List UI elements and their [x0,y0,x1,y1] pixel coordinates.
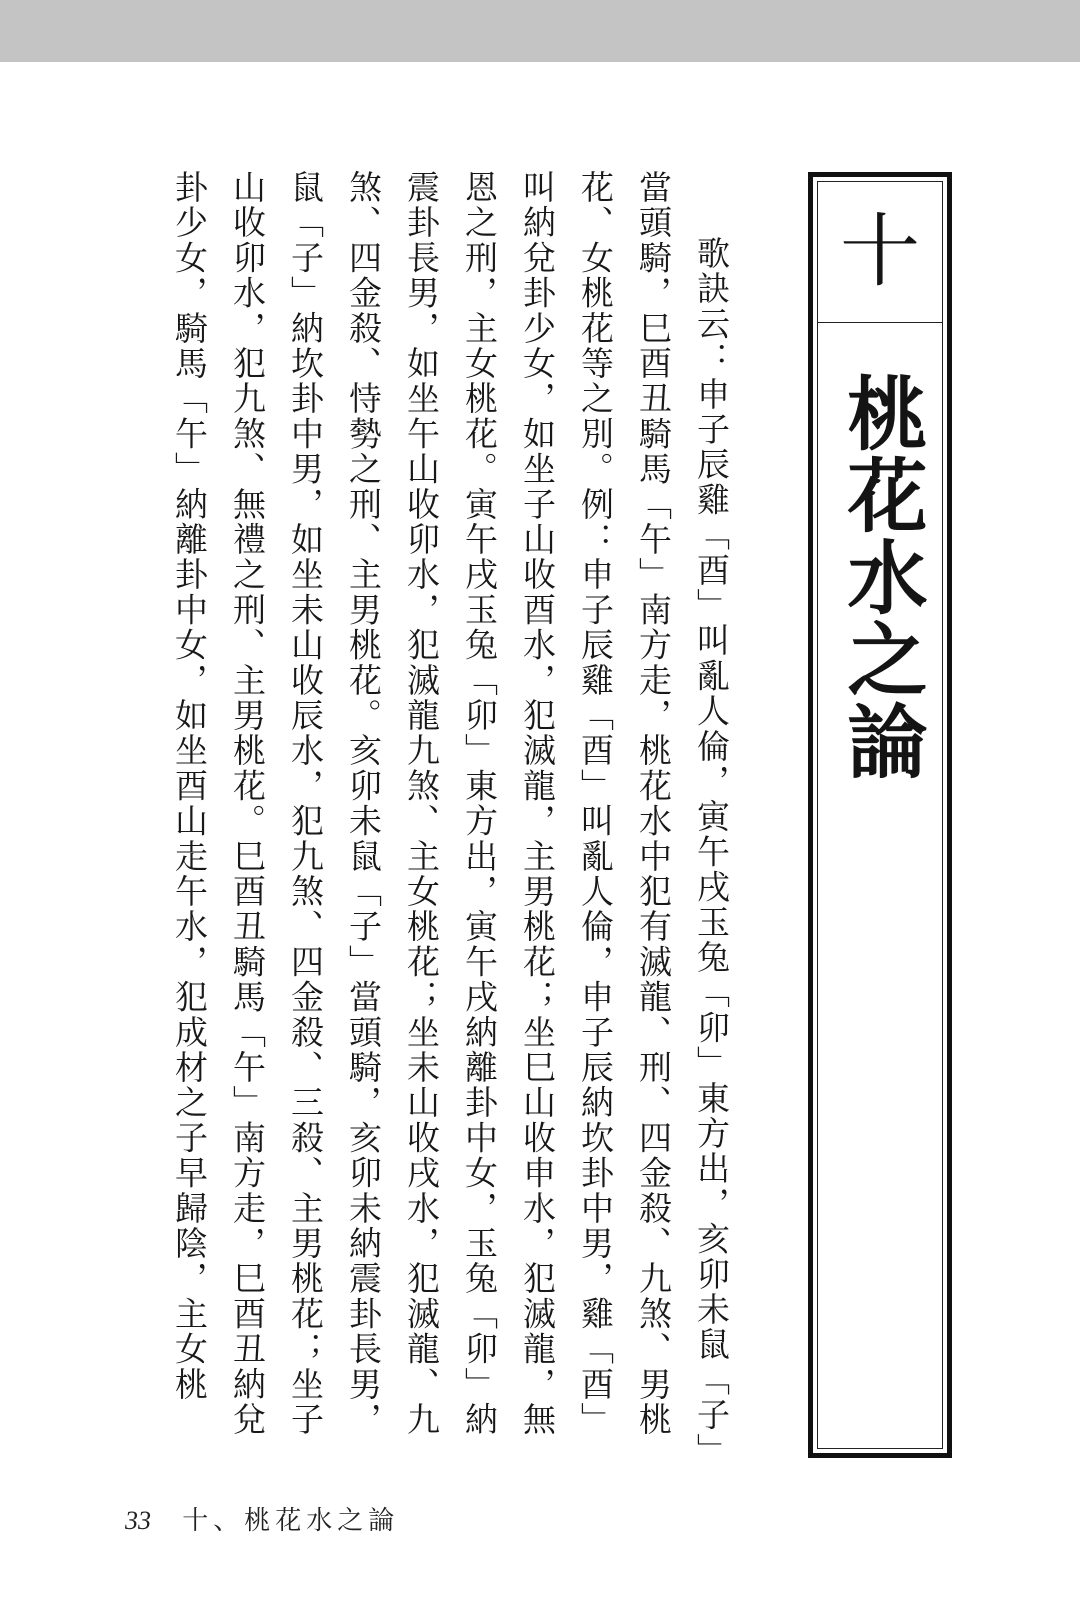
chapter-title-inner-border [817,181,943,1449]
chapter-number: 十 [840,205,920,298]
chapter-title-frame [808,172,952,1458]
page-number: 33 [125,1506,151,1535]
chapter-title: 桃花水之論 [834,372,927,782]
running-title: 十、桃花水之論 [182,1506,400,1536]
top-gray-band [0,0,1080,62]
body-paragraph: 歌訣云：申子辰雞「酉」叫亂人倫，寅午戌玉兔「卯」東方出，亥卯未鼠「子」當頭騎，巳酉丑騎馬「午」南方走，桃花水中犯有滅龍、刑、四金殺、九煞、男桃花、女桃花等之別。例：申子辰雞「酉」叫亂人倫，申子辰納坎卦中男，雞「酉」叫納兌卦少女，如坐子山收酉水，犯滅龍，主男桃花；坐巳山收申水，犯滅龍，無恩之刑，主女桃花。寅午戌玉兔「卯」東方出，寅午戌納離卦中女，玉兔「卯」納震卦長男，如坐午山收卯水，犯滅龍九煞、主女桃花；坐未山收戌水，犯滅龍、九煞、四金殺、恃勢之刑、主男桃花。亥卯未鼠「子」當頭騎，亥卯未納震卦長男，鼠「子」納坎卦中男，如坐未山收辰水，犯九煞、四金殺、三殺、主男桃花；坐子山收卯水，犯九煞、無禮之刑、主男桃花。巳酉丑騎馬「午」南方走，巳酉丑納兌卦少女，騎馬「午」納離卦中女，如坐酉山走午水，犯成材之子早歸陰，主女桃 [170,170,731,1468]
body-text [150,170,740,1470]
page-footer [125,1500,399,1537]
chapter-number-box [818,182,942,323]
